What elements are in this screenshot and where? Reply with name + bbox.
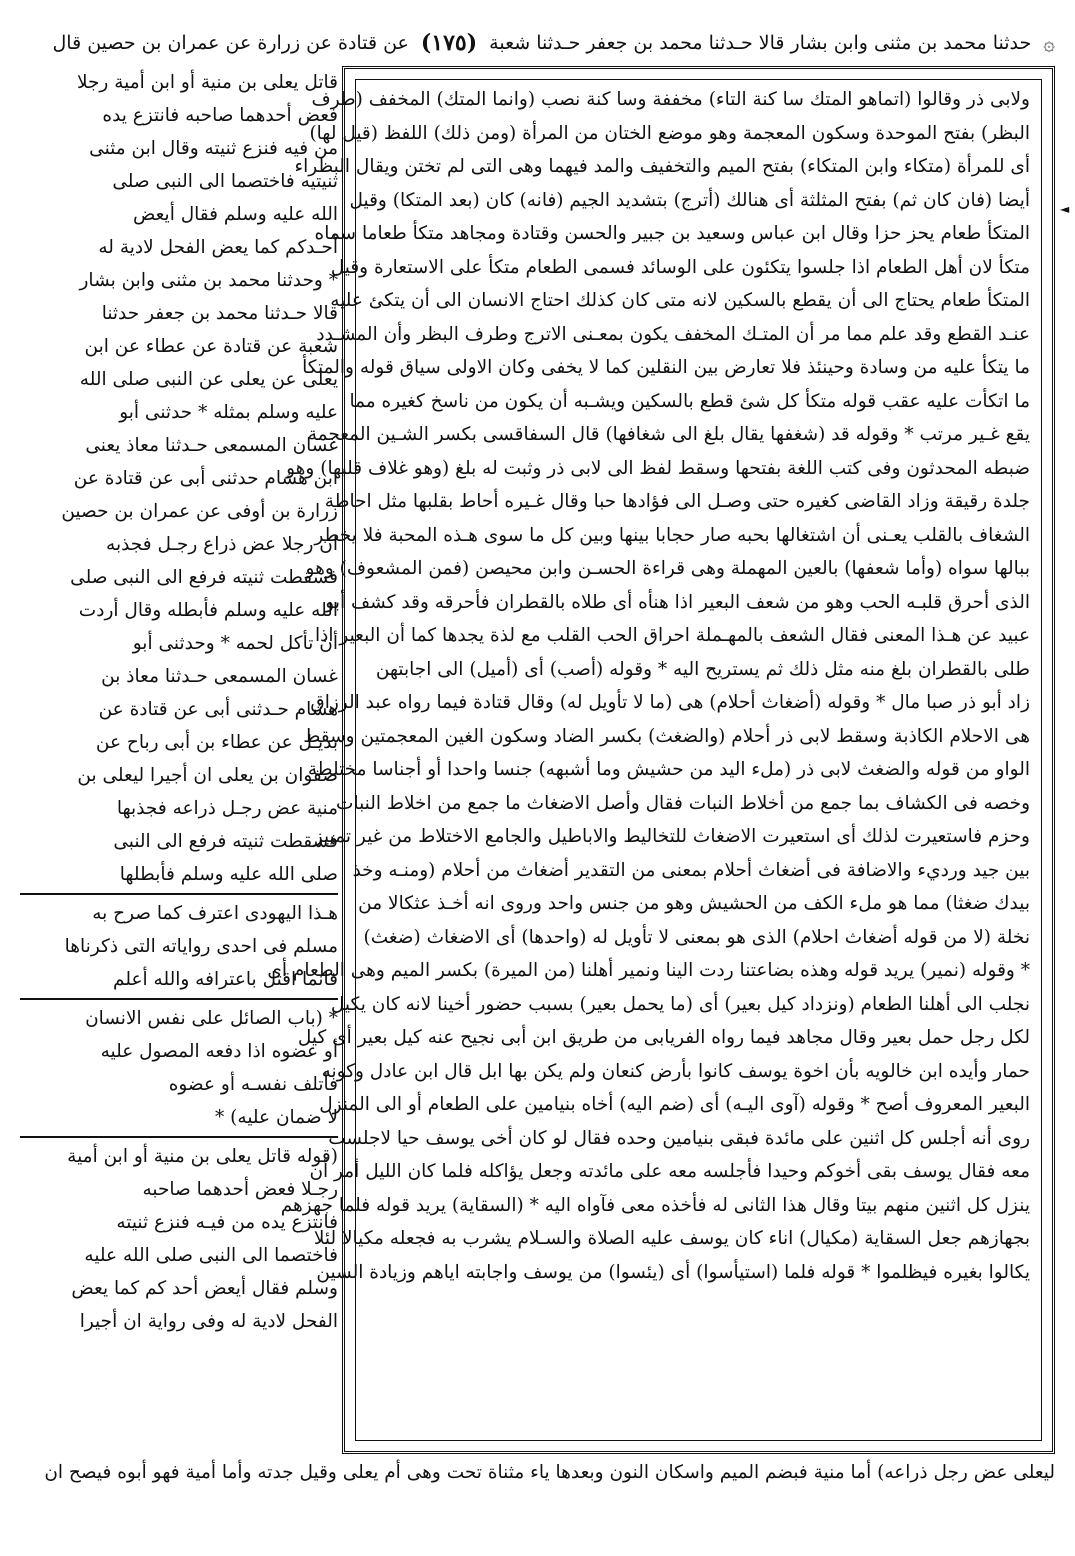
text-line: المتكأ طعام يحز حزا وقال ابن عباس وسعيد بن جبير والحسن وقتادة ومجاهد متكأ طعاما سماه: [314, 223, 1030, 244]
hadith-column: [20, 66, 338, 1338]
text-line: صلى الله عليه وسلم فأبطلها: [119, 864, 338, 885]
footer-commentary-line: ليعلى عض رجل ذراعه) أما منية فبضم الميم واسكان النون وبعدها ياء مثناة تحت وهى أم يعلى وقيل جدته وأما أمية فهو أبوه فيصح ان: [44, 1462, 1055, 1483]
text-line: عليه وسلم بمثله * حدثنى أبو: [119, 402, 338, 423]
text-line: يعلى عن يعلى عن النبى صلى الله: [79, 369, 338, 390]
text-line: أى للمرأة (متكاء وابن المتكاء) بفتح الميم والتخفيف والمد فيهما وهى التى لم تختن ويقال البظراء: [294, 156, 1030, 177]
text-line: ثنيتيه فاختصما الى النبى صلى: [112, 171, 338, 192]
text-line: بديـل عن عطاء بن أبى رباح عن: [95, 732, 338, 753]
text-line: طلى بالقطران بلغ منه مثل ذلك ثم يستريح اليه * وقوله (أصب) أى (أميل) الى اجابتهن: [375, 658, 1030, 680]
text-line: ان رجلا عض ذراع رجـل فجذبه: [106, 534, 338, 555]
text-line: قالا حـدثنا محمد بن جعفر حدثنا: [101, 303, 338, 324]
ornament-icon: ۞: [1043, 31, 1055, 55]
text-line: فانتزع يده من فيـه فنزع ثنيته: [116, 1212, 338, 1233]
text-line: بيدك ضغثا) مما هو ملء الكف من الحشيش وهو من جنس واحد وروى انه أخـذ عثكالا من: [358, 893, 1030, 914]
text-line: هـذا اليهودى اعترف كما صرح به: [92, 903, 338, 924]
divider: [20, 893, 338, 895]
text-line: حمار وأيده ابن خالويه بأن اخوة يوسف كانوا بأرض كنعان ولم يكن بها ابل قال ابن عادل وكونه: [321, 1060, 1030, 1082]
text-line: الله عليه وسلم فأبطله وقال أردت: [78, 600, 338, 621]
text-line: رجـلا فعض أحدهما صاحبه: [142, 1179, 338, 1200]
header-text-right: حدثنا محمد بن مثنى وابن بشار قالا حـدثنا محمد بن جعفر حـدثنا شعبة: [489, 32, 1032, 54]
text-line: ما اتكأت عليه عقب قوله متكأ كل شئ قطع بالسكين ويشـبه أن يكون من ناسخ كغيره مما: [349, 390, 1030, 412]
text-line: زاد أبو ذر صبا مال * وقوله (أضغاث أحلام) هى (ما لا تأويل له) وقال قتادة فيما رواه عبد الرزاق: [310, 692, 1030, 713]
text-line: ضبطه المحدثون وفى كتب اللغة بفتحها وسقط لفظ الى لابى ذر وثبت له بلغ (وهو غلاف قلبها) وهو: [286, 457, 1030, 479]
text-line: ابن هشام حدثنى أبى عن قتادة عن: [73, 468, 338, 489]
page-number: (١٧٥): [420, 30, 478, 56]
divider: [20, 998, 338, 1000]
text-line: * وقوله (نمير) يريد قوله وهذه بضاعتنا ردت الينا ونمير أهلنا (من الميرة) بكسر الميم وهى الطعام أى: [267, 960, 1030, 981]
text-line: نجلب الى أهلنا الطعام (ونزداد كيل بعير) أى (ما يحمل بعير) بسبب حضور أخينا لانه كان يكيل: [330, 993, 1030, 1015]
text-line: هشام حـدثنى أبى عن قتادة عن: [98, 699, 338, 720]
text-line: من فيه فنزع ثنيته وقال ابن مثنى: [89, 138, 338, 159]
text-line: ما يتكأ عليه من وسادة وحينئذ فلا تعارض بين النقلين كما لا يخفى وكان الاولى سياق قوله والمتكأ: [302, 357, 1030, 378]
text-line: هى الاحلام الكاذبة وسقط لابى ذر أحلام (والضغث) بكسر الضاد وسكون الغين المعجمتين وسقط: [303, 725, 1030, 747]
text-line: جلدة رقيقة وزاد القاضى كغيره حتى وصـل الى فؤادها حبا وقال غـيره أحاط بقلبها مثل احاطة: [324, 491, 1030, 512]
text-line: فأتلف نفسـه أو عضوه: [168, 1074, 338, 1095]
text-line: يكالوا بغيره فيظلموا * قوله فلما (استيأسوا) أى (يئسوا) من يوسف واجابته اياهم وزيادة السين: [316, 1261, 1030, 1283]
text-line: * وحدثنا محمد بن مثنى وابن بشار: [79, 270, 338, 291]
text-line: بين جيد ورديء والاضافة فى أضغاث أحلام بمعنى من التقدير أضغاث من أحلام (ومنـه وخذ: [352, 859, 1030, 881]
text-line: منية عض رجـل ذراعه فجذبها: [116, 798, 338, 819]
text-line: فسقطت ثنيته فرفع الى النبى: [113, 831, 338, 852]
header-text-left: عن قتادة عن زرارة عن عمران بن حصين قال: [52, 32, 409, 54]
text-line: الواو من قوله والضغث لابى ذر (ملء اليد من حشيش وما أشبهه) جنسا واحدا أو أجناسا مختلطة: [307, 759, 1030, 780]
text-line: بجهازهم جعل السقاية (مكيال) اناء كان يوسف عليه الصلاة والسـلام يشرب به فجعله مكيالا لئلا: [313, 1228, 1030, 1249]
text-line: البظر) بفتح الموحدة وسكون المعجمة وهو موضع الختان من المرأة (ومن ذلك) اللفظ (قيل لها): [309, 122, 1030, 144]
text-line: قاتل يعلى بن منية أو ابن أمية رجلا: [76, 72, 338, 93]
text-line: معه فقال يوسف بقى أخوكم وحيدا فأجلسه معه على مائدته وجعل يؤاكله فلما كان الليل أمر أن: [309, 1161, 1030, 1182]
text-line: وسلم فقال أيعض أحد كم كما يعض: [71, 1278, 338, 1299]
text-line: وخصه فى الكشاف بما جمع من أخلاط النبات فقال وأصل الاضغاث ما جمع من اخلاط النبات: [336, 792, 1030, 814]
text-line: شعبة عن قتادة عن عطاء عن ابن: [84, 336, 338, 357]
running-header: [20, 28, 1055, 58]
text-line: يقع غـير مرتب * وقوله قد (شغفها يقال بلغ الى شغافها) قال السفاقسى بكسر الشـين المعجمة: [307, 424, 1030, 445]
text-line: غسان المسمعى حـدثنا معاذ يعنى: [85, 435, 338, 456]
text-line: أيضا (فان كان ثم) بفتح المثلثة أى هنالك (أترج) بتشديد الجيم (فانه) كان (بعد المتكا) وقيل: [349, 189, 1030, 211]
text-line: فانما اقتل باعترافه والله أعلم: [113, 969, 338, 990]
divider: [20, 1136, 338, 1138]
text-line: أن تأكل لحمه * وحدثنى أبو: [132, 633, 338, 654]
note-text: [20, 897, 338, 996]
text-line: الله عليه وسلم فقال أيعض: [132, 204, 338, 225]
text-line: مسلم فى احدى رواياته التى ذكرناها: [64, 936, 338, 957]
text-line: (قوله قاتل يعلى بن منية أو ابن أمية: [67, 1146, 338, 1167]
text-line: فاختصما الى النبى صلى الله عليه: [84, 1245, 338, 1266]
text-line: أو عضوه اذا دفعه المصول عليه: [100, 1041, 338, 1062]
text-line: عنـد القطع وقد علم مما مر أن المتـك المخفف يكون بمعـنى الاترج وطرف البظر وأن المشـدد: [316, 323, 1030, 345]
text-line: ينزل كل اثنين منهم بيتا وقال هذا الثانى له فأخذه معى فآواه اليه * (السقاية) يريد قوله فلما جهزهم: [280, 1194, 1030, 1216]
text-line: فعض أحدهما صاحبه فانتزع يده: [102, 105, 338, 126]
text-line: صفوان بن يعلى ان أجيرا ليعلى بن: [77, 765, 338, 786]
margin-arrow-icon: ◄: [1060, 202, 1070, 216]
text-line: الفحل لادية له وفى رواية ان أجيرا: [79, 1311, 338, 1332]
text-line: روى أنه أجلس كل اثنين على مائدة فبقى بنيامين وحده فقال لو كان أخى يوسف حيا لاجلست: [328, 1127, 1030, 1149]
text-line: ببالها سواه (وأما شعفها) بالعين المهملة وهى قراءة الحسـن وابن محيصن (فمن المشعوف) وهو: [305, 558, 1030, 579]
hadith-text: [20, 66, 338, 891]
chapter-heading: [20, 1002, 338, 1134]
text-line: * (باب الصائل على نفس الانسان: [85, 1008, 338, 1029]
text-line: لا ضمان عليه) *: [215, 1107, 338, 1128]
text-line: متكأ لان أهل الطعام اذا جلسوا يتكئون على الوسائد فسمى الطعام متكأ على الاستعارة وقيل: [330, 256, 1030, 278]
text-line: البعير المعروف أصح * وقوله (آوى اليـه) أى (ضم اليه) أخاه بنيامين على الطعام أو الى المنزل: [319, 1094, 1030, 1115]
margin-commentary-text: [20, 1140, 338, 1338]
text-line: نخلة (لا من قوله أضغاث احلام) الذى هو بمعنى لا تأويل له (واحدها) أى الاضغاث (ضغث): [363, 926, 1030, 948]
text-line: الشغاف بالقلب يعـنى أن اشتغالها بحبه صار حجابا بينها وبين كل ما سوى هـذه المحبة فلا يخطر: [314, 524, 1030, 546]
text-line: المتكأ طعام يحتاج الى أن يقطع بالسكين لانه متى كان كذلك احتاج الانسان الى أن يتكئ عليه: [330, 290, 1030, 311]
text-line: ولابى ذر وقالوا (اتماهو المتك سا كنة التاء) مخففة وسا كنة نصب (وانما المتك) المخفف (طرف: [311, 89, 1030, 110]
text-line: فسقطت ثنيته فرفع الى النبى صلى: [70, 567, 338, 588]
text-line: وحزم فاستعيرت لذلك أى استعيرت الاضغاث للتخاليط والاباطيل والجامع الاختلاط من غير تمييز: [313, 826, 1030, 847]
text-line: لكل رجل حمل بعير وقال مجاهد فيما رواه الفريابى من طريق ابن أبى نجيح عنه كيل بعير أى كيل: [297, 1027, 1030, 1048]
text-line: الذى أحرق قلبـه الحب وهو من شعف البعير اذا هنأه أى طلاه بالقطران فأحرقه وقد كشف أبو: [325, 591, 1030, 613]
text-line: غسان المسمعى حـدثنا معاذ بن: [101, 666, 338, 687]
text-line: زرارة بن أوفى عن عمران بن حصين: [61, 501, 338, 522]
text-line: أحـدكم كما يعض الفحل لادية له: [98, 237, 338, 258]
text-line: عبيد عن هـذا المعنى فقال الشعف بالمهـملة احراق الحب القلب مع لذة يجدها كما أن البعير اذا: [314, 625, 1030, 646]
